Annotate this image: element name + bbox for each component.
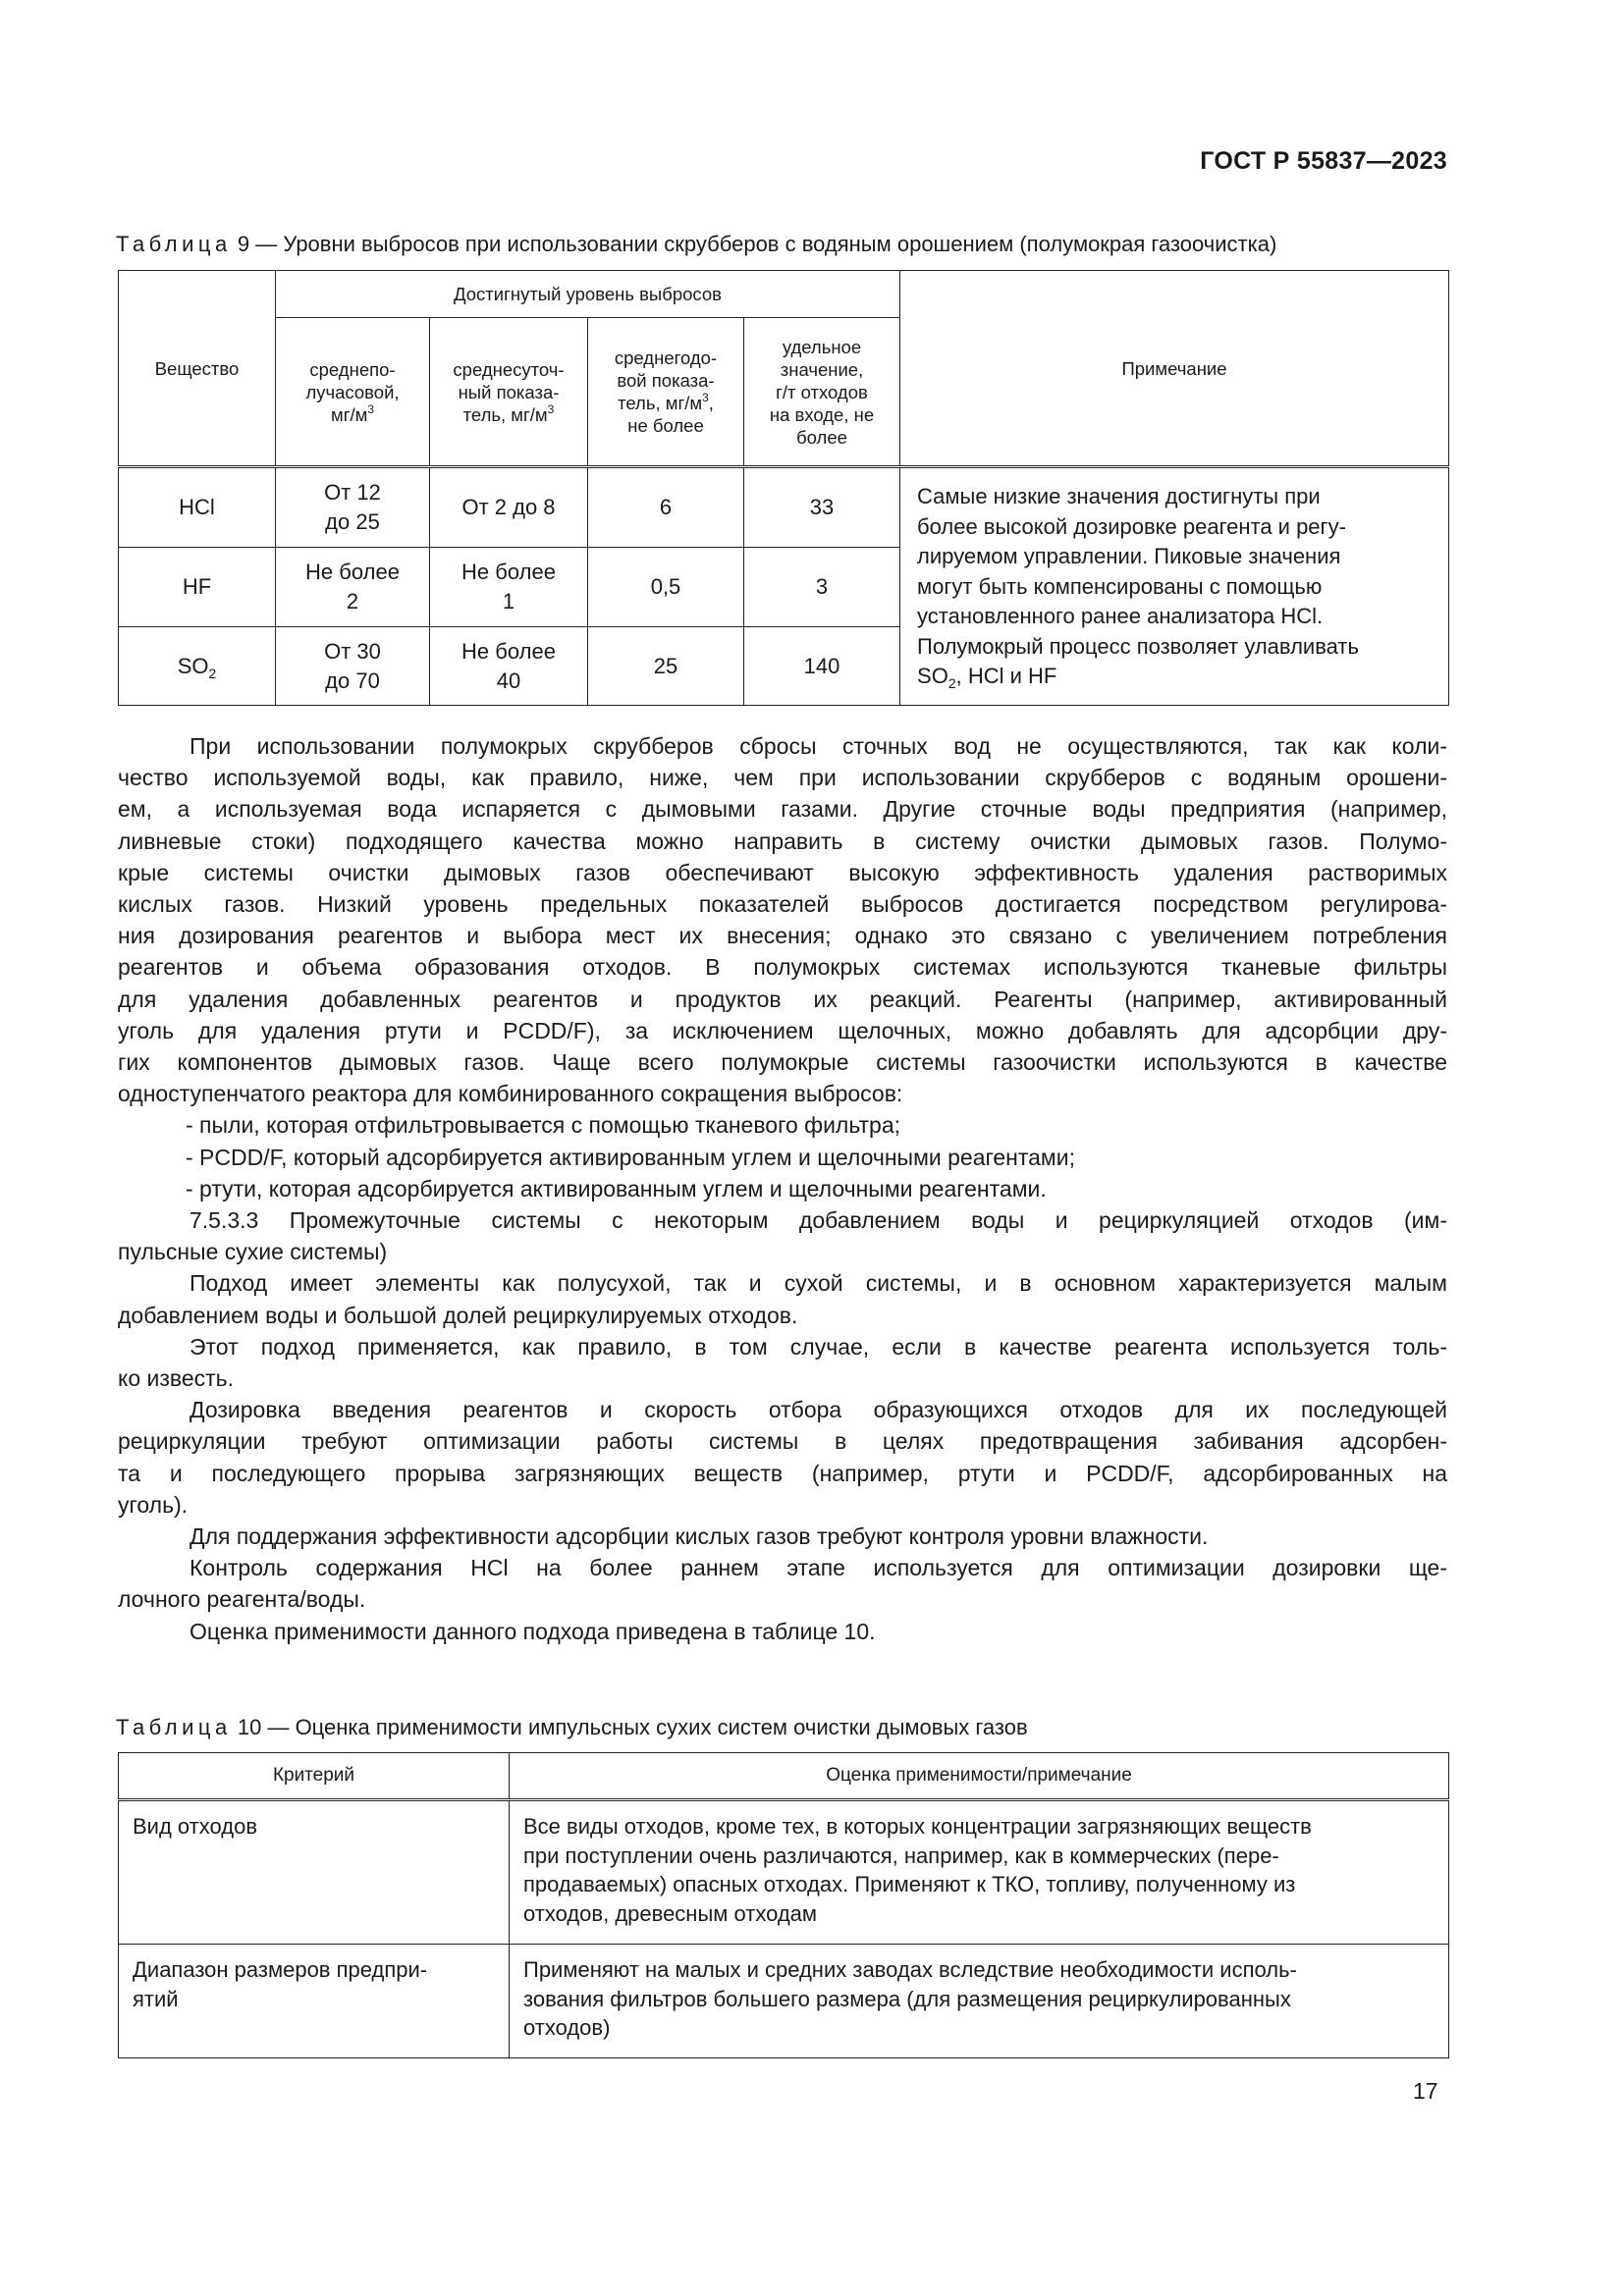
section-heading-7533: 7.5.3.3 Промежуточные системы с некоторым добавлением воды и рециркуляцией отходов (им- [189,1207,1447,1234]
table9-annual: 6 [588,467,744,548]
table9-specific: 3 [744,547,900,627]
table9-daily: Не более 1 [430,547,588,627]
table10-header-criterion: Критерий [119,1753,510,1800]
table9-header-group: Достигнутый уровень выбросов [276,271,900,318]
table9-header-note: Примечание [900,271,1449,467]
table10-caption-prefix: Таблица [116,1715,232,1739]
table10-header-assessment: Оценка применимости/примечание [510,1753,1449,1800]
table10-assessment: Применяют на малых и средних заводах вследствие необходимости исполь- зования фильтров большего размера (для размещения рециркулированных отходов) [510,1945,1449,2058]
table9-header-substance: Вещество [119,271,276,467]
table9-header-annual: среднегодо- вой показа- тель, $мг/м^3$, не более [588,318,744,467]
table9-daily: От 2 до 8 [430,467,588,548]
table10-row [119,1800,1449,1945]
table9-caption [116,232,1276,257]
page-number: 17 [1413,2078,1438,2104]
table9-halfhour: От 30 до 70 [276,627,430,706]
table10 [118,1752,1449,2058]
table9-header-halfhour: среднепо- лучасовой, $мг/м^3$ [276,318,430,467]
table9-header-specific: удельное значение, г/т отходов на входе, не более [744,318,900,467]
list-item: - ртути, которая адсорбируется активированным углем и щелочными реагентами. [186,1175,1047,1201]
table10-caption [116,1715,1028,1740]
table9 [118,270,1449,706]
table9-caption-text: 9 — Уровни выбросов при использовании скрубберов с водяным орошением (полумокрая газоочистка) [231,232,1277,256]
table9-specific: 140 [744,627,900,706]
table10-criterion: Вид отходов [119,1800,510,1945]
table9-daily: Не более 40 [430,627,588,706]
table9-note: Самые низкие значения достигнуты при более высокой дозировке реагента и регу- лируемом управлении. Пиковые значения могут быть компенсированы с помощью установленного ранее анализатора HCl. Полумокрый процесс позволяет улавливать $SO_2$, HCl и HF [900,467,1449,706]
table9-halfhour: От 12 до 25 [276,467,430,548]
table9-halfhour: Не более 2 [276,547,430,627]
document-code: ГОСТ Р 55837—2023 [1200,147,1447,175]
table10-criterion: Диапазон размеров предпри- ятий [119,1945,510,2058]
table9-caption-prefix: Таблица [116,232,232,256]
list-item: - PCDD/F, который адсорбируется активированным углем и щелочными реагентами; [186,1144,1075,1170]
table10-assessment: Все виды отходов, кроме тех, в которых концентрации загрязняющих веществ при поступлении очень различаются, например, как в коммерческих (пере- продаваемых) опасных отходах. Применяют к ТКО, топливу, полученному из отходов, древесным отходам [510,1800,1449,1945]
table9-specific: 33 [744,467,900,548]
table9-substance: HF [119,547,276,627]
table9-header-daily: среднесуточ- ный показа- тель, $мг/м^3$ [430,318,588,467]
table9-substance: HCl [119,467,276,548]
list-item: - пыли, которая отфильтровывается с помощью тканевого фильтра; [186,1112,901,1139]
table9-row [119,467,1449,548]
table9-substance: $SO_2$ [119,627,276,706]
table9-annual: 0,5 [588,547,744,627]
body-text: При использовании полумокрых скрубберов сбросы сточных вод не осуществляются, так как коли- чество используемой воды, как правило, ниже, чем при использовании скрубберов с водяным орошени- ем, а используемая вода испаряется с дымовыми газами. Другие сточные воды предприятия (например, ливневые стоки) подходящего качества можно направить в систему очистки дымовых газов. Полумо- крые системы очистки дымовых газов обеспечивают высокую эффективность удаления растворимых кислых газов. Низкий уровень предельных показателей выбросов достигается посредством регулирова- ния дозирования реагентов и выбора мест их внесения; однако это связано с увеличением потребления реагентов и объема образования отходов. В полумокрых системах используются тканевые фильтры для удаления добавленных реагентов и продуктов их реакций. Реагенты (например, активированный уголь для удаления ртути и PCDD/F), за исключением щелочных, можно добавлять для адсорбции дру- гих компонентов дымовых газов. Чаще всего полумокрые системы газоочистки используются в качестве одноступенчатого реактора для комбинированного сокращения выбросов: - пыли, которая отфильтровывается с помощью тканевого фильтра; - PCDD/F, который адсорбируется активированным углем и щелочными реагентами; - ртути, которая адсорбируется активированным углем и щелочными реагентами. 7.5.3.3 Промежуточные системы с некоторым добавлением воды и рециркуляцией отходов (им- пульсные сухие системы) Подход имеет элементы как полусухой, так и сухой системы, и в основном характеризуется малым добавлением воды и большой долей рециркулируемых отходов. Этот подход применяется, как правило, в том случае, если в качестве реагента используется толь- ко известь. Дозировка введения реагентов и скорость отбора образующихся отходов для их последующей рециркуляции требуют оптимизации работы системы в целях предотвращения забивания адсорбен- та и последующего прорыва загрязняющих веществ (например, ртути и PCDD/F, адсорбированных на уголь). Для поддержания эффективности адсорбции кислых газов требуют контроля уровни влажности. Контроль содержания HCl на более раннем этапе используется для оптимизации дозировки ще- лочного реагента/воды. Оценка применимости данного подхода приведена в таблице 10. [118,733,1447,1644]
table10-row [119,1945,1449,2058]
table9-annual: 25 [588,627,744,706]
table10-caption-text: 10 — Оценка применимости импульсных сухих систем очистки дымовых газов [231,1715,1028,1739]
